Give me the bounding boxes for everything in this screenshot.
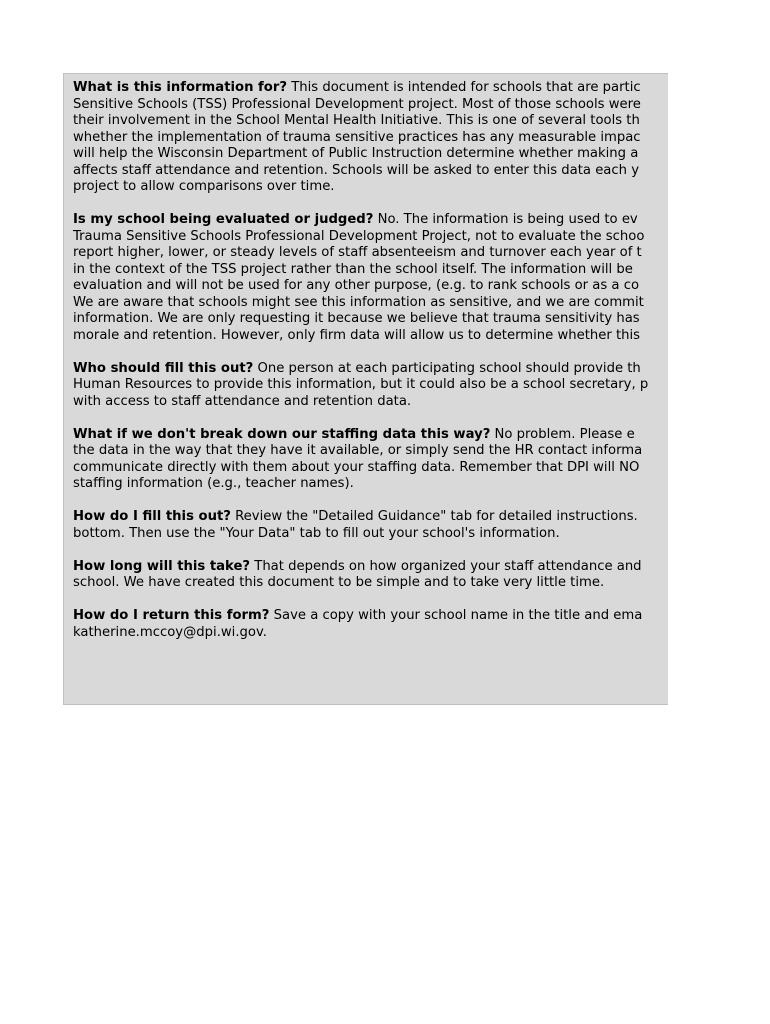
section-question: Is my school being evaluated or judged? <box>73 212 374 227</box>
section-answer: Save a copy with your school name in the title and ema <box>269 608 643 623</box>
section-who <box>73 361 668 411</box>
section-first-line <box>73 212 668 229</box>
section-line: affects staff attendance and retention. Schools will be asked to enter this data each y <box>73 162 639 178</box>
section-how-long <box>73 559 668 592</box>
section-evaluation <box>73 212 668 344</box>
section-first-line <box>73 361 668 378</box>
section-first-line <box>73 509 668 526</box>
section-line: will help the Wisconsin Department of Public Instruction determine whether making a <box>73 146 639 161</box>
section-line: Sensitive Schools (TSS) Professional Development project. Most of those schools were <box>73 96 641 112</box>
section-first-line <box>73 427 668 444</box>
section-line: in the context of the TSS project rather than the school itself. The information will be <box>73 261 633 277</box>
section-line: communicate directly with them about your staffing data. Remember that DPI will NO <box>73 459 640 475</box>
section-line: evaluation and will not be used for any other purpose, (e.g. to rank schools or as a co <box>73 278 640 293</box>
info-cell <box>63 73 668 705</box>
section-first-line <box>73 608 668 625</box>
section-how-fill <box>73 509 668 542</box>
section-question: How do I fill this out? <box>73 509 231 524</box>
section-question: Who should fill this out? <box>73 360 254 376</box>
section-line: their involvement in the School Mental Health Initiative. This is one of several tools th <box>73 113 640 128</box>
section-line: staffing information (e.g., teacher names). <box>73 476 354 491</box>
section-line: report higher, lower, or steady levels of staff absenteeism and turnover each year of t <box>73 245 642 260</box>
section-answer: That depends on how organized your staff attendance and <box>250 558 642 574</box>
contact-email: katherine.mccoy@dpi.wi.gov. <box>73 624 267 640</box>
section-first-line <box>73 559 668 576</box>
section-answer: This document is intended for schools that are partic <box>287 80 641 95</box>
section-line: whether the implementation of trauma sensitive practices has any measurable impac <box>73 129 641 145</box>
section-answer: No problem. Please e <box>490 426 635 442</box>
section-question: How do I return this form? <box>73 608 270 623</box>
section-return <box>73 608 668 641</box>
info-text <box>73 80 668 658</box>
section-question: How long will this take? <box>73 558 251 574</box>
section-line: Human Resources to provide this information, but it could also be a school secretary, p <box>73 377 649 392</box>
section-answer: One person at each participating school should provide th <box>253 360 641 376</box>
section-line: Trauma Sensitive Schools Professional Development Project, not to evaluate the schoo <box>73 228 645 244</box>
section-line: morale and retention. However, only firm data will allow us to determine whether this <box>73 327 641 343</box>
section-line: school. We have created this document to be simple and to take very little time. <box>73 575 605 590</box>
section-line: with access to staff attendance and retention data. <box>73 393 412 409</box>
section-line: the data in the way that they have it available, or simply send the HR contact informa <box>73 443 643 458</box>
section-question: What is this information for? <box>73 80 288 95</box>
section-line: We are aware that schools might see this information as sensitive, and we are commit <box>73 294 644 310</box>
section-breakdown <box>73 427 668 493</box>
section-answer: No. The information is being used to ev <box>373 212 638 227</box>
section-line: information. We are only requesting it because we believe that trauma sensitivity has <box>73 311 640 326</box>
section-first-line <box>73 80 668 97</box>
section-question: What if we don't break down our staffing data this way? <box>73 426 491 442</box>
section-purpose <box>73 80 668 196</box>
section-line: bottom. Then use the "Your Data" tab to fill out your school's information. <box>73 525 560 541</box>
section-answer: Review the "Detailed Guidance" tab for detailed instructions. <box>230 509 638 524</box>
section-line: project to allow comparisons over time. <box>73 179 335 194</box>
